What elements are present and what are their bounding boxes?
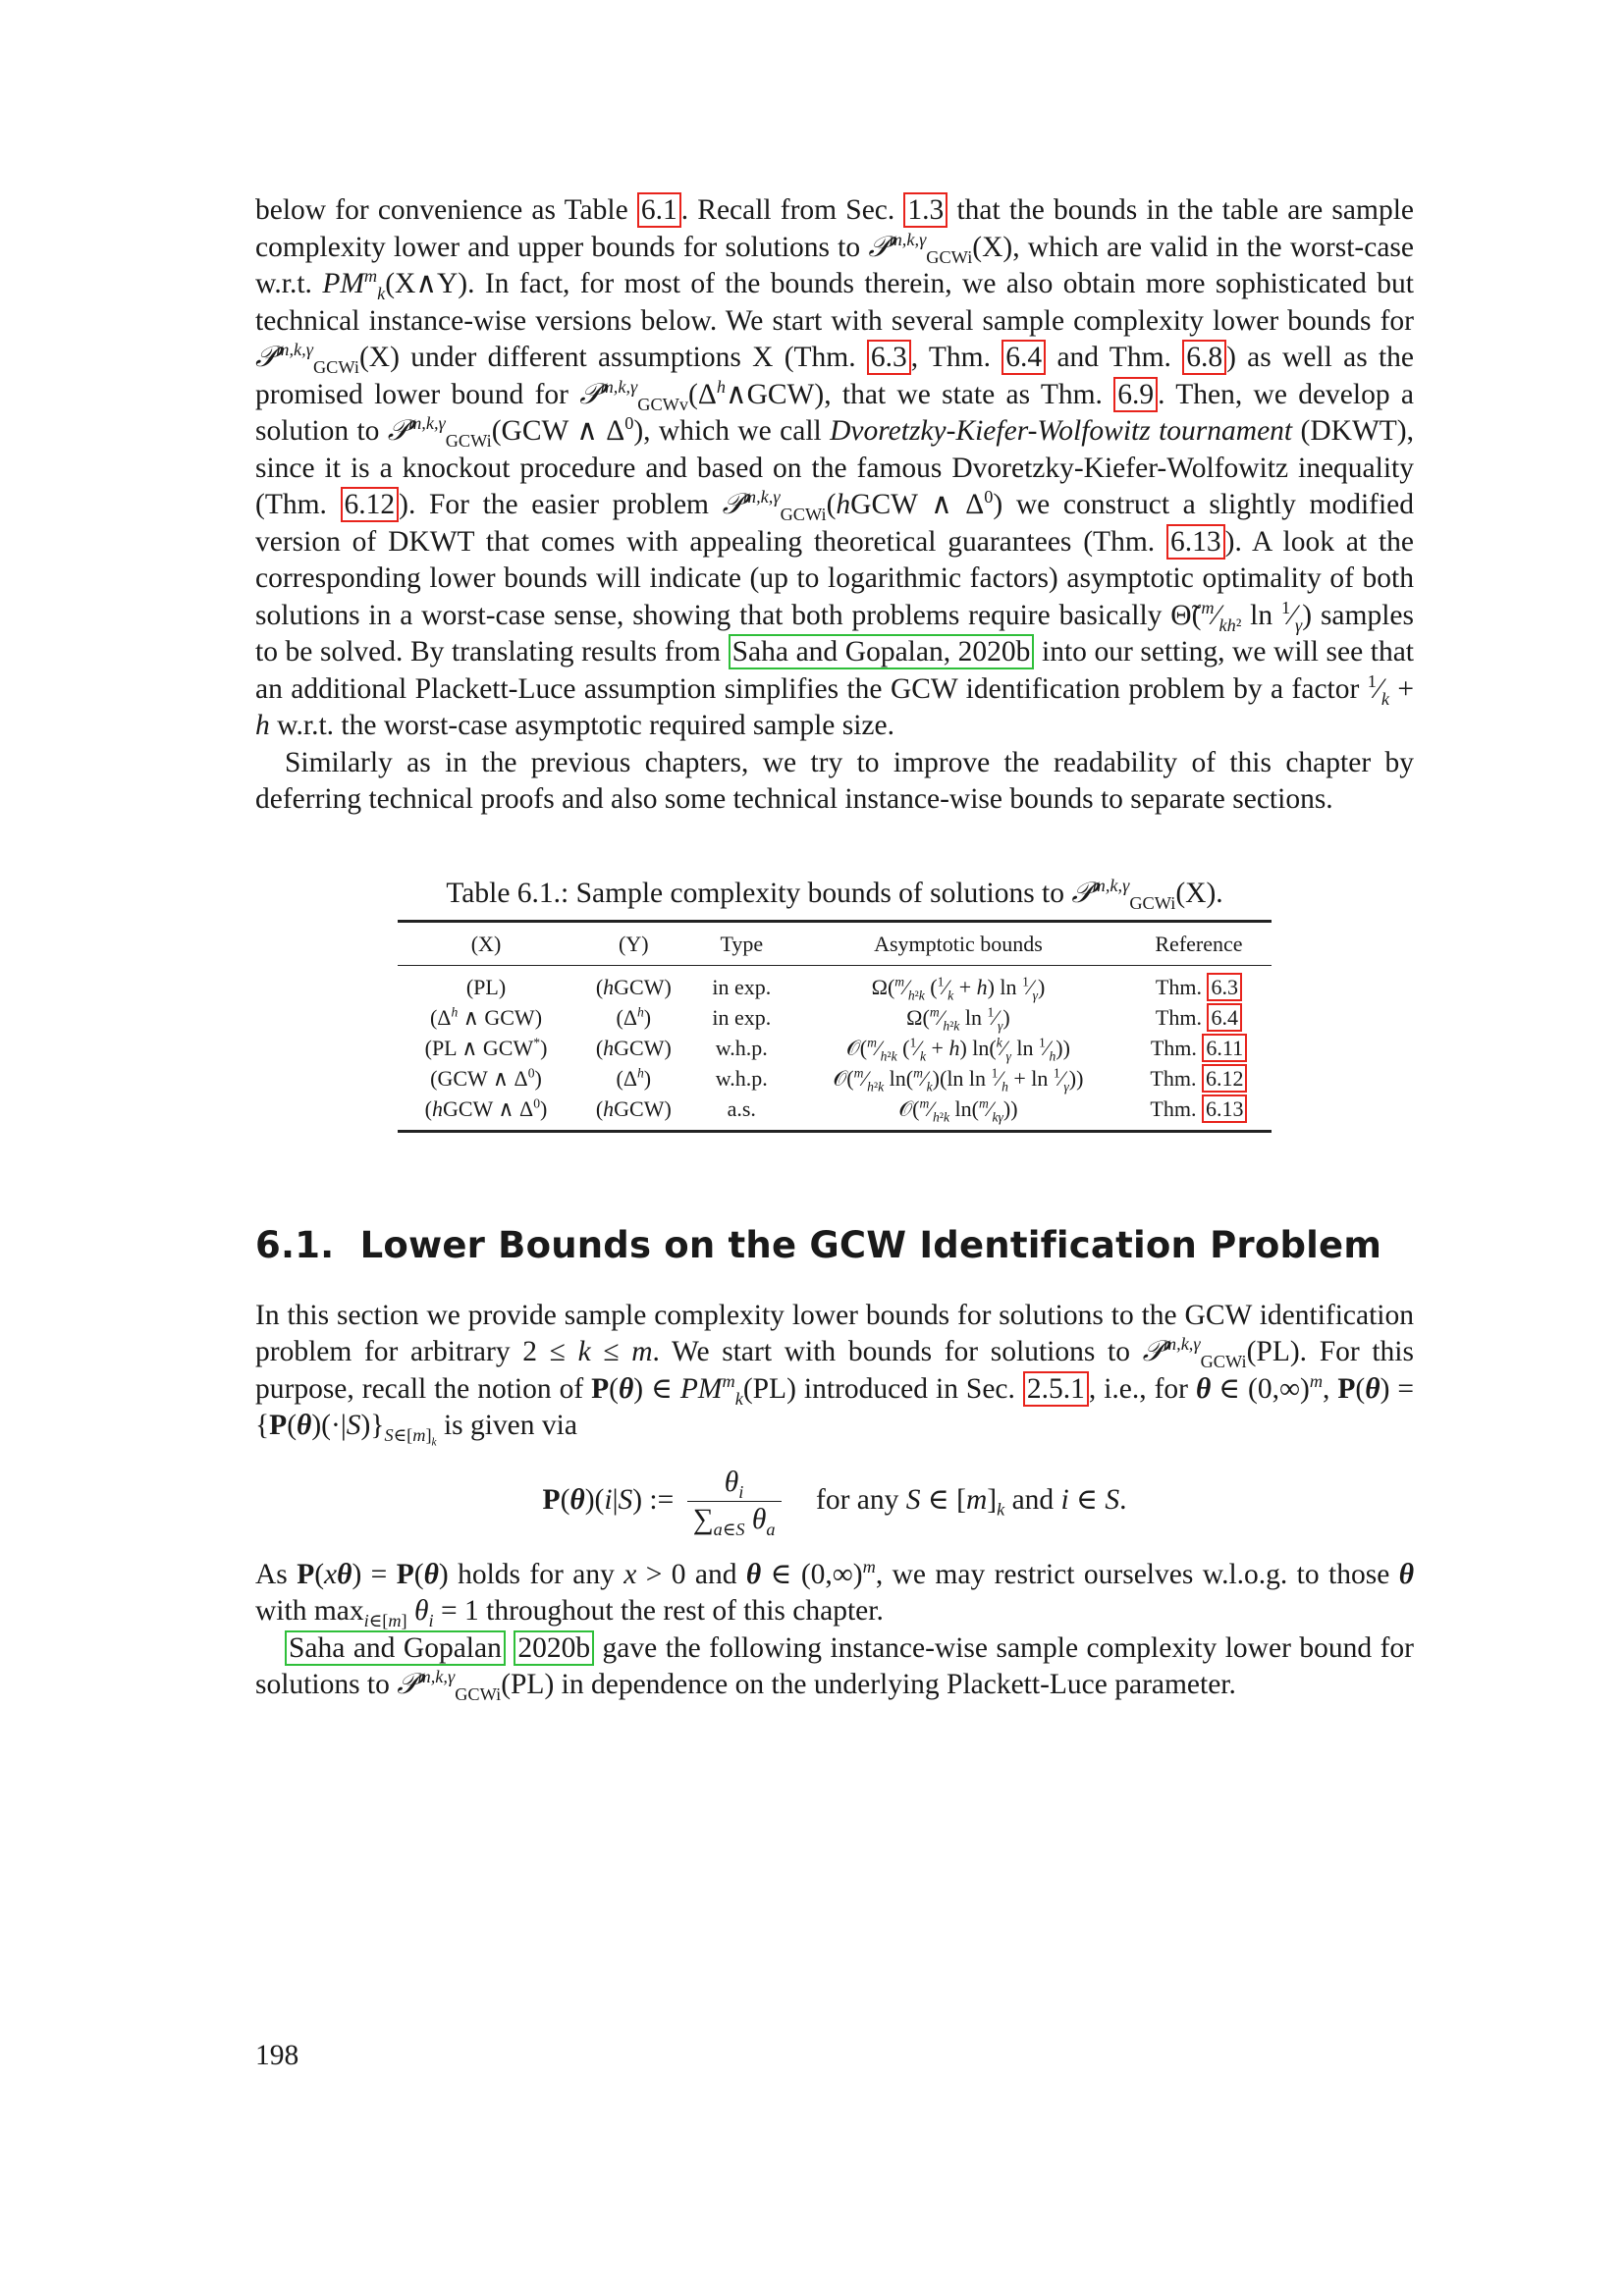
cell-x: ($\Delta^h$ ∧ GCW) [429,1004,543,1030]
ref-thm-6-3[interactable]: 6.3 [867,340,911,375]
cite-2020b[interactable]: 2020b [514,1630,594,1666]
cell-x: (PL ∧ GCW*) [424,1035,548,1060]
cell-y: (hGCW) [574,1094,693,1132]
section-heading [255,1224,1414,1266]
cell-bound: $\Omega(^m⁄_{h^2k}$ $\ln ^1⁄_\gamma$) [906,1004,1010,1034]
cell-bound: $\Omega(^m⁄_{h^2k}$ $(^1⁄_k + h)$ $\ln ^1⁄_\gamma$) [871,974,1046,1003]
cell-reference: Thm. 6.13 [1126,1094,1272,1132]
table-6-1 [255,876,1414,1134]
table-row [398,1063,1272,1094]
col-header-bounds: Asymptotic bounds [790,922,1126,966]
cell-type: w.h.p. [715,1066,768,1091]
ref-thm-6-9[interactable]: 6.9 [1113,377,1158,412]
cell-reference: Thm. 6.4 [1126,1002,1272,1033]
ref-thm-6-4[interactable]: 6.4 [1001,340,1046,375]
table-row [398,1033,1272,1063]
cell-y: $(\Delta^h)$ [616,1065,652,1091]
ref-thm-6-3[interactable]: 6.3 [1207,973,1242,1001]
ref-thm-6-4[interactable]: 6.4 [1207,1003,1242,1032]
section-number: 6.1. [255,1224,335,1266]
cell-reference: Thm. 6.3 [1126,966,1272,1003]
ref-thm-6-11[interactable]: 6.11 [1202,1034,1247,1062]
col-header-x: (X) [398,922,574,966]
cell-bound: $𝒪(^m⁄_{h^2k}$ $\ln(^m⁄_k)(\ln$ $\ln ^1⁄_h + \ln$ $^1⁄_\gamma$)) [833,1065,1084,1095]
cell-y: (hGCW) [595,1036,672,1060]
cell-type: a.s. [693,1094,790,1132]
cell-bound: $𝒪(^m⁄_{h^2k}$ $(^1⁄_k + h)$ $\ln(^k⁄_\gamma$ $\ln ^1⁄_h$)) [845,1035,1070,1064]
cite-saha-gopalan[interactable]: Saha and Gopalan [285,1630,506,1666]
ref-thm-6-12[interactable]: 6.12 [1202,1064,1248,1093]
cell-type: in exp. [712,1005,772,1030]
col-header-y: (Y) [574,922,693,966]
col-header-type: Type [693,922,790,966]
ref-thm-6-13[interactable]: 6.13 [1166,524,1225,560]
ref-thm-6-8[interactable]: 6.8 [1182,340,1226,375]
cell-y: $(\Delta^h)$ [616,1004,652,1030]
ref-thm-6-12[interactable]: 6.12 [341,487,400,522]
cell-reference: Thm. 6.11 [1126,1033,1272,1063]
ref-sec-1-3[interactable]: 1.3 [903,192,947,228]
cite-saha-gopalan-2020b[interactable]: Saha and Gopalan, 2020b [729,634,1035,669]
page-number: 198 [255,2040,299,2071]
ref-table-6-1[interactable]: 6.1 [637,192,681,228]
section-paragraph-1: In this section we provide sample complexity lower bounds for solutions to the GCW identification problem for arbitrary 2 ≤ k ≤ m. We start with bounds for solutions to 𝒫$^{m,k,\gamma}_{GCWi}$(PL). For this purpose, recall the notion of P(θ) ∈ $PM^m_k(PL)$ introduced in Sec. 2.5.1 , i.e., for θ ∈ $(0,\infty)^m$, $P(\theta) = \{P(\theta)(\cdot|S)\}_{S\in[m]_k}$ is given via [255,1299,1414,1449]
equation-fraction: $\frac{\theta_i}{\sum_{a\in S} \theta_a}$ [687,1465,782,1539]
cell-x: (PL) [465,975,507,999]
col-header-reference: Reference [1126,922,1272,966]
cell-y: (hGCW) [595,975,672,999]
cell-x: (hGCW ∧ $\Delta^0$) [398,1094,574,1132]
table-row [398,1002,1272,1033]
second-paragraph: Similarly as in the previous chapters, we try to improve the readability of this chapter by deferring technical proofs and also some technical instance-wise bounds to separate sections. [255,746,1414,815]
section-paragraph-3: Saha and Gopalan 2020b gave the following instance-wise sample complexity lower bound for solutions to 𝒫$^{m,k,\gamma}_{GCWi}$(PL) in dependence on the underlying Plackett-Luce parameter. [255,1631,1415,1704]
cell-reference: Thm. 6.12 [1126,1063,1272,1094]
table-caption: Table 6.1.: Sample complexity bounds of solutions to 𝒫$^{m,k,\gamma}_{GCWi}$(X). [446,875,1223,913]
cell-type: w.h.p. [715,1036,768,1060]
section-paragraph-2: As P(xθ) = P(θ) holds for any x > 0 and θ ∈ $(0,\infty)^m$, we may restrict ourselves w.l.o.g. to those θ with $\max_{i\in[m]} \theta_i = 1$ throughout the rest of this chapter. [255,1556,1415,1630]
table-row [398,1094,1272,1132]
cell-type: in exp. [712,975,772,999]
ref-sec-2-5-1[interactable]: 2.5.1 [1023,1371,1089,1407]
ref-thm-6-13[interactable]: 6.13 [1202,1095,1248,1123]
display-equation: P(θ)(i|S) := $\frac{\theta_i}{\sum_{a\in S} \theta_a}$ for any S ∈ $[m]_k$ and i ∈ S. [542,1466,1127,1539]
bounds-table [398,920,1272,1133]
page-body [255,192,1414,1704]
section-title: Lower Bounds on the GCW Identification Problem [359,1224,1382,1266]
intro-paragraph: below for convenience as Table 6.1 . Recall from Sec. 1.3 that the bounds in the table are sample complexity lower and upper bounds for solutions to 𝒫$^{m,k,\gamma}_{GCWi}$(X), which are valid in the worst-case w.r.t. $PM^m_k(X\wedge Y)$. In fact, for most of the bounds therein, we also obtain more sophisticated but technical instance-wise versions below. We start with several sample complexity lower bounds for 𝒫$^{m,k,\gamma}_{GCWi}$(X) under different assumptions X (Thm. 6.3 , Thm. 6.4 and Thm. 6.8 ) as well as the promised lower bound for $𝒫^{m,k,\gamma}_{GCWv}(\Delta^h\wedge GCW)$, that we state as Thm. 6.9 . Then, we develop a solution to 𝒫$^{m,k,\gamma}_{GCWi}$(GCW ∧ $\Delta^0$), which we call Dvoretzky-Kiefer-Wolfowitz tournament (DKWT), since it is a knockout procedure and based on the famous Dvoretzky-Kiefer-Wolfowitz inequality (Thm. 6.12 ). For the easier problem 𝒫$^{m,k,\gamma}_{GCWi}$(hGCW ∧ $\Delta^0$) we construct a slightly modified version of DKWT that comes with appealing theoretical guarantees (Thm. 6.13 ). A look at the corresponding lower bounds will indicate (up to logarithmic factors) asymptotic optimality of both solutions in a worst-case sense, showing that both problems require basically $\Thetã(^m⁄_{kh^2}$ $\ln ^1⁄_\gamma$) samples to be solved. By translating results from Saha and Gopalan, 2020b into our setting, we will see that an additional Plackett-Luce assumption simplifies the GCW identification problem by a factor $^1⁄_k + h$ w.r.t. the worst-case asymptotic required sample size. [255,194,1415,741]
table-header-row [398,922,1272,966]
cell-bound: $𝒪(^m⁄_{h^2k}$ $\ln(^m⁄_{k\gamma})$) [790,1094,1126,1132]
table-row [398,966,1272,1003]
cell-x: (GCW ∧ $\Delta^0$) [430,1065,542,1091]
